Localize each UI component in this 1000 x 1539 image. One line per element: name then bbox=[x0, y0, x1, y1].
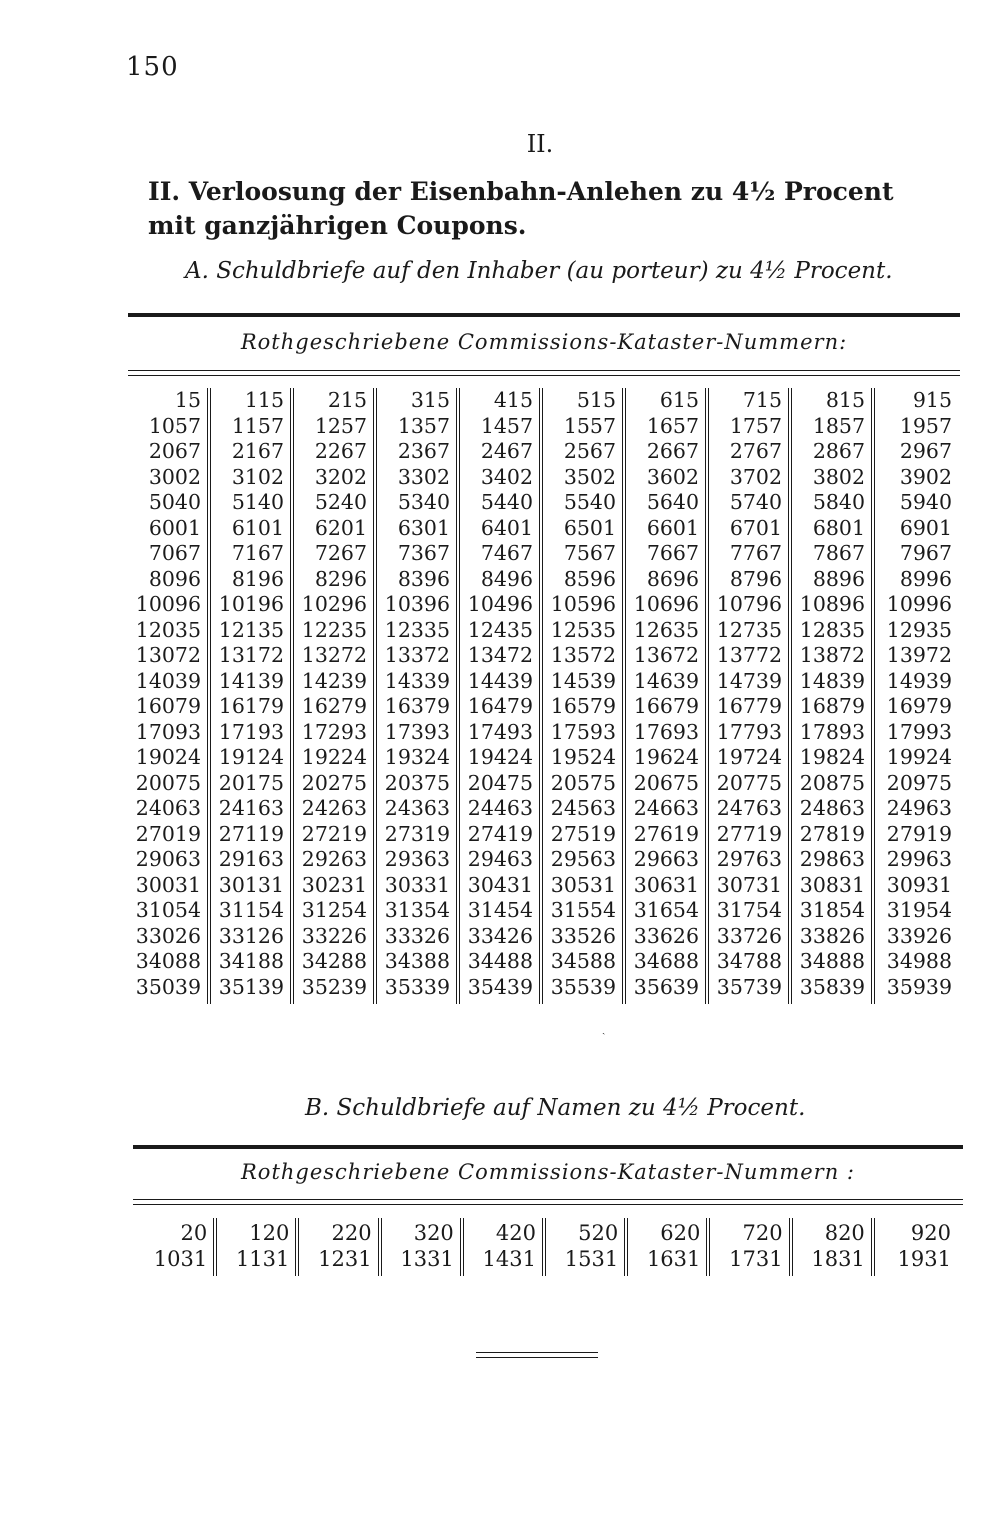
part-a-cell: 24863 bbox=[799, 796, 865, 820]
part-a-cell: 1457 bbox=[480, 413, 533, 438]
part-a-cell: 20475 bbox=[467, 770, 533, 795]
part-a-cell: 33426 bbox=[467, 923, 533, 948]
part-a-cell: 24463 bbox=[467, 796, 533, 820]
part-a-cell: 29063 bbox=[135, 847, 201, 871]
part-b-column bbox=[299, 1218, 381, 1276]
part-a-cell: 30331 bbox=[384, 872, 450, 897]
part-a-cell: 7767 bbox=[729, 541, 782, 565]
part-b-header-rule-1 bbox=[133, 1199, 963, 1200]
part-a-cell: 6301 bbox=[397, 515, 450, 540]
part-a-cell: 1857 bbox=[812, 413, 865, 438]
part-a-cell: 1157 bbox=[231, 413, 284, 438]
part-b-column bbox=[135, 1218, 217, 1276]
part-a-cell: 29963 bbox=[886, 847, 952, 871]
part-b-column bbox=[628, 1218, 710, 1276]
part-a-cell: 30731 bbox=[716, 872, 782, 897]
part-a-cell: 29663 bbox=[633, 847, 699, 871]
part-b-cell: 1431 bbox=[482, 1247, 536, 1271]
part-a-cell: 30431 bbox=[467, 872, 533, 897]
part-a-cell: 35539 bbox=[550, 974, 616, 999]
part-a-cell: 20975 bbox=[886, 770, 952, 795]
part-a-cell: 13172 bbox=[218, 643, 284, 667]
part-a-cell: 615 bbox=[659, 388, 699, 412]
part-a-cell: 27019 bbox=[135, 821, 201, 846]
part-a-cell: 415 bbox=[493, 388, 533, 412]
part-a-cell: 3902 bbox=[899, 464, 952, 489]
part-a-cell: 31154 bbox=[218, 898, 284, 922]
part-a-cell: 35339 bbox=[384, 974, 450, 999]
part-a-cell: 16079 bbox=[135, 694, 201, 718]
part-a-cell: 2167 bbox=[231, 439, 284, 463]
part-a-cell: 5440 bbox=[480, 490, 533, 514]
part-b-column bbox=[875, 1218, 957, 1276]
part-a-cell: 34288 bbox=[301, 949, 367, 973]
part-a-cell: 1557 bbox=[563, 413, 616, 438]
part-a-cell: 14739 bbox=[716, 668, 782, 693]
part-a-cell: 35939 bbox=[886, 974, 952, 999]
part-a-cell: 3402 bbox=[480, 464, 533, 489]
part-a-cell: 13572 bbox=[550, 643, 616, 667]
part-a-cell: 5740 bbox=[729, 490, 782, 514]
part-a-cell: 17793 bbox=[716, 719, 782, 744]
part-a-cell: 2967 bbox=[899, 439, 952, 463]
part-a-cell: 34088 bbox=[135, 949, 201, 973]
part-a-cell: 29463 bbox=[467, 847, 533, 871]
part-a-cell: 5840 bbox=[812, 490, 865, 514]
part-a-cell: 115 bbox=[244, 388, 284, 412]
closing-rule-2 bbox=[476, 1357, 598, 1358]
part-a-cell: 16579 bbox=[550, 694, 616, 718]
part-b-top-rule bbox=[133, 1145, 963, 1149]
part-a-cell: 7367 bbox=[397, 541, 450, 565]
part-a-cell: 17993 bbox=[886, 719, 952, 744]
part-a-cell: 12835 bbox=[799, 617, 865, 642]
part-a-cell: 215 bbox=[327, 388, 367, 412]
part-a-cell: 29263 bbox=[301, 847, 367, 871]
part-a-cell: 13472 bbox=[467, 643, 533, 667]
part-a-cell: 5940 bbox=[899, 490, 952, 514]
part-a-cell: 27519 bbox=[550, 821, 616, 846]
part-a-cell: 19824 bbox=[799, 745, 865, 769]
part-a-cell: 24163 bbox=[218, 796, 284, 820]
part-a-column bbox=[460, 388, 543, 1004]
part-a-cell: 24963 bbox=[886, 796, 952, 820]
part-a-cell: 17393 bbox=[384, 719, 450, 744]
part-a-cell: 16179 bbox=[218, 694, 284, 718]
part-a-cell: 8496 bbox=[480, 566, 533, 591]
part-a-cell: 3202 bbox=[314, 464, 367, 489]
part-a-cell: 815 bbox=[825, 388, 865, 412]
part-a-cell: 10796 bbox=[716, 592, 782, 616]
part-a-cell: 19924 bbox=[886, 745, 952, 769]
part-a-cell: 27119 bbox=[218, 821, 284, 846]
part-a-cell: 35139 bbox=[218, 974, 284, 999]
part-a-cell: 1957 bbox=[899, 413, 952, 438]
part-a-cell: 33026 bbox=[135, 923, 201, 948]
part-a-cell: 12535 bbox=[550, 617, 616, 642]
part-b-column bbox=[710, 1218, 792, 1276]
part-a-cell: 13972 bbox=[886, 643, 952, 667]
part-a-cell: 27719 bbox=[716, 821, 782, 846]
part-a-cell: 515 bbox=[576, 388, 616, 412]
part-a-cell: 1757 bbox=[729, 413, 782, 438]
part-a-cell: 17493 bbox=[467, 719, 533, 744]
part-a-cell: 1257 bbox=[314, 413, 367, 438]
part-a-cell: 12135 bbox=[218, 617, 284, 642]
part-a-cell: 31254 bbox=[301, 898, 367, 922]
part-a-cell: 30831 bbox=[799, 872, 865, 897]
part-a-cell: 6801 bbox=[812, 515, 865, 540]
part-a-cell: 6101 bbox=[231, 515, 284, 540]
part-a-cell: 2367 bbox=[397, 439, 450, 463]
part-a-cell: 7467 bbox=[480, 541, 533, 565]
part-a-cell: 33726 bbox=[716, 923, 782, 948]
part-a-cell: 2667 bbox=[646, 439, 699, 463]
part-a-cell: 19524 bbox=[550, 745, 616, 769]
part-b-cell: 520 bbox=[578, 1221, 619, 1245]
part-a-cell: 1057 bbox=[148, 413, 201, 438]
part-a-header-rule-1 bbox=[128, 370, 960, 371]
part-a-cell: 35739 bbox=[716, 974, 782, 999]
part-a-cell: 2567 bbox=[563, 439, 616, 463]
part-b-cell: 1731 bbox=[729, 1247, 783, 1271]
part-b-cell: 120 bbox=[249, 1221, 290, 1245]
part-b-cell: 820 bbox=[824, 1221, 865, 1245]
part-a-cell: 5240 bbox=[314, 490, 367, 514]
part-a-cell: 34388 bbox=[384, 949, 450, 973]
part-a-cell: 915 bbox=[912, 388, 952, 412]
part-a-cell: 10296 bbox=[301, 592, 367, 616]
part-b-cell: 1831 bbox=[811, 1247, 865, 1271]
part-a-cell: 8396 bbox=[397, 566, 450, 591]
part-a-cell: 14439 bbox=[467, 668, 533, 693]
part-a-cell: 8096 bbox=[148, 566, 201, 591]
part-a-cell: 17093 bbox=[135, 719, 201, 744]
part-b-column bbox=[464, 1218, 546, 1276]
part-a-cell: 30131 bbox=[218, 872, 284, 897]
part-a-cell: 8896 bbox=[812, 566, 865, 591]
part-a-cell: 12035 bbox=[135, 617, 201, 642]
part-a-cell: 6601 bbox=[646, 515, 699, 540]
part-a-cell: 35239 bbox=[301, 974, 367, 999]
part-a-cell: 20275 bbox=[301, 770, 367, 795]
part-a-cell: 12735 bbox=[716, 617, 782, 642]
part-a-cell: 30031 bbox=[135, 872, 201, 897]
part-a-cell: 19624 bbox=[633, 745, 699, 769]
part-a-cell: 16779 bbox=[716, 694, 782, 718]
part-a-cell: 2767 bbox=[729, 439, 782, 463]
part-a-cell: 12235 bbox=[301, 617, 367, 642]
closing-rule-1 bbox=[476, 1352, 598, 1353]
part-a-cell: 12335 bbox=[384, 617, 450, 642]
part-a-cell: 1357 bbox=[397, 413, 450, 438]
part-b-column bbox=[793, 1218, 875, 1276]
part-a-cell: 10696 bbox=[633, 592, 699, 616]
part-a-cell: 3302 bbox=[397, 464, 450, 489]
part-a-cell: 24063 bbox=[135, 796, 201, 820]
part-a-cell: 31654 bbox=[633, 898, 699, 922]
part-a-cell: 5340 bbox=[397, 490, 450, 514]
part-a-column bbox=[294, 388, 377, 1004]
part-a-cell: 10896 bbox=[799, 592, 865, 616]
part-a-cell: 20775 bbox=[716, 770, 782, 795]
part-b-cell: 720 bbox=[742, 1221, 783, 1245]
part-a-cell: 16379 bbox=[384, 694, 450, 718]
part-a-cell: 13872 bbox=[799, 643, 865, 667]
part-b-column-header: Rothgeschriebene Commissions-Kataster-Nummern : bbox=[240, 1160, 855, 1184]
part-a-column-header: Rothgeschriebene Commissions-Kataster-Nummern: bbox=[240, 330, 848, 354]
part-a-cell: 14539 bbox=[550, 668, 616, 693]
part-b-table bbox=[135, 1218, 957, 1276]
part-a-cell: 20675 bbox=[633, 770, 699, 795]
part-a-cell: 30631 bbox=[633, 872, 699, 897]
part-b-title: B. Schuldbriefe auf Namen zu 4½ Procent. bbox=[305, 1095, 806, 1121]
part-a-cell: 3802 bbox=[812, 464, 865, 489]
part-a-cell: 24263 bbox=[301, 796, 367, 820]
part-a-cell: 6401 bbox=[480, 515, 533, 540]
part-a-cell: 24763 bbox=[716, 796, 782, 820]
part-a-header-rule-2 bbox=[128, 375, 960, 376]
part-b-cell: 1531 bbox=[564, 1247, 619, 1271]
part-a-cell: 6901 bbox=[899, 515, 952, 540]
part-a-cell: 3702 bbox=[729, 464, 782, 489]
part-b-column bbox=[217, 1218, 299, 1276]
part-a-cell: 35039 bbox=[135, 974, 201, 999]
part-a-cell: 7567 bbox=[563, 541, 616, 565]
part-a-column bbox=[709, 388, 792, 1004]
part-a-cell: 33126 bbox=[218, 923, 284, 948]
part-a-cell: 13772 bbox=[716, 643, 782, 667]
part-a-cell: 24663 bbox=[633, 796, 699, 820]
part-a-cell: 19024 bbox=[135, 745, 201, 769]
part-b-cell: 420 bbox=[495, 1221, 536, 1245]
part-a-cell: 33326 bbox=[384, 923, 450, 948]
stray-mark: ˎ bbox=[602, 1024, 606, 1035]
part-a-cell: 3502 bbox=[563, 464, 616, 489]
part-a-cell: 14239 bbox=[301, 668, 367, 693]
page-number: 150 bbox=[126, 52, 179, 82]
part-a-cell: 715 bbox=[742, 388, 782, 412]
part-a-cell: 24363 bbox=[384, 796, 450, 820]
part-b-cell: 1331 bbox=[400, 1247, 454, 1271]
part-a-cell: 34988 bbox=[886, 949, 952, 973]
part-a-cell: 31554 bbox=[550, 898, 616, 922]
part-a-cell: 29163 bbox=[218, 847, 284, 871]
part-a-cell: 34788 bbox=[716, 949, 782, 973]
part-a-cell: 8796 bbox=[729, 566, 782, 591]
part-a-cell: 6701 bbox=[729, 515, 782, 540]
part-a-cell: 7867 bbox=[812, 541, 865, 565]
part-a-cell: 31054 bbox=[135, 898, 201, 922]
part-a-cell: 27919 bbox=[886, 821, 952, 846]
part-b-cell: 620 bbox=[660, 1221, 701, 1245]
part-b-cell: 1131 bbox=[235, 1247, 290, 1271]
part-a-cell: 10596 bbox=[550, 592, 616, 616]
part-a-cell: 3002 bbox=[148, 464, 201, 489]
part-a-cell: 14139 bbox=[218, 668, 284, 693]
part-a-cell: 20175 bbox=[218, 770, 284, 795]
part-a-cell: 3102 bbox=[231, 464, 284, 489]
part-a-cell: 7067 bbox=[148, 541, 201, 565]
part-b-cell: 1031 bbox=[153, 1247, 208, 1271]
part-a-cell: 3602 bbox=[646, 464, 699, 489]
part-a-cell: 8696 bbox=[646, 566, 699, 591]
part-a-column bbox=[875, 388, 958, 1004]
part-a-cell: 19424 bbox=[467, 745, 533, 769]
part-a-cell: 8596 bbox=[563, 566, 616, 591]
part-a-cell: 34188 bbox=[218, 949, 284, 973]
part-a-cell: 31754 bbox=[716, 898, 782, 922]
part-a-cell: 20075 bbox=[135, 770, 201, 795]
part-a-cell: 8196 bbox=[231, 566, 284, 591]
part-a-cell: 16679 bbox=[633, 694, 699, 718]
part-a-cell: 17693 bbox=[633, 719, 699, 744]
part-a-cell: 24563 bbox=[550, 796, 616, 820]
part-a-cell: 5540 bbox=[563, 490, 616, 514]
part-a-cell: 20875 bbox=[799, 770, 865, 795]
part-a-cell: 10996 bbox=[886, 592, 952, 616]
part-a-cell: 34688 bbox=[633, 949, 699, 973]
part-a-cell: 16879 bbox=[799, 694, 865, 718]
part-b-cell: 20 bbox=[180, 1221, 208, 1245]
part-a-cell: 1657 bbox=[646, 413, 699, 438]
part-a-cell: 7267 bbox=[314, 541, 367, 565]
part-a-cell: 315 bbox=[410, 388, 450, 412]
part-a-cell: 16479 bbox=[467, 694, 533, 718]
part-a-cell: 10396 bbox=[384, 592, 450, 616]
part-a-cell: 7667 bbox=[646, 541, 699, 565]
part-a-column bbox=[377, 388, 460, 1004]
section-title: II. Verloosung der Eisenbahn-Anlehen zu 4½ Procent mit ganzjährigen Coupons. bbox=[148, 177, 894, 240]
part-a-cell: 6001 bbox=[148, 515, 201, 540]
part-a-cell: 27219 bbox=[301, 821, 367, 846]
part-a-cell: 14839 bbox=[799, 668, 865, 693]
part-a-cell: 13272 bbox=[301, 643, 367, 667]
part-a-cell: 30231 bbox=[301, 872, 367, 897]
part-a-cell: 2467 bbox=[480, 439, 533, 463]
part-a-cell: 2067 bbox=[148, 439, 201, 463]
part-a-cell: 10096 bbox=[135, 592, 201, 616]
part-a-cell: 5040 bbox=[148, 490, 201, 514]
part-a-cell: 16279 bbox=[301, 694, 367, 718]
part-a-cell: 8996 bbox=[899, 566, 952, 591]
part-a-column bbox=[128, 388, 211, 1004]
part-a-cell: 34488 bbox=[467, 949, 533, 973]
part-a-cell: 29763 bbox=[716, 847, 782, 871]
part-a-cell: 29563 bbox=[550, 847, 616, 871]
part-a-cell: 29363 bbox=[384, 847, 450, 871]
part-a-cell: 2267 bbox=[314, 439, 367, 463]
part-a-cell: 17893 bbox=[799, 719, 865, 744]
part-a-cell: 6501 bbox=[563, 515, 616, 540]
part-b-cell: 1931 bbox=[897, 1247, 951, 1271]
part-a-cell: 16979 bbox=[886, 694, 952, 718]
part-a-cell: 33826 bbox=[799, 923, 865, 948]
part-a-cell: 31354 bbox=[384, 898, 450, 922]
part-b-cell: 1231 bbox=[318, 1247, 372, 1271]
part-a-cell: 33626 bbox=[633, 923, 699, 948]
part-a-cell: 12935 bbox=[886, 617, 952, 642]
part-a-title: A. Schuldbriefe auf den Inhaber (au porteur) zu 4½ Procent. bbox=[185, 258, 893, 284]
part-a-cell: 29863 bbox=[799, 847, 865, 871]
part-a-cell: 15 bbox=[174, 388, 201, 412]
part-a-cell: 27619 bbox=[633, 821, 699, 846]
section-numeral: II. bbox=[526, 130, 554, 158]
part-a-cell: 33926 bbox=[886, 923, 952, 948]
part-a-cell: 19724 bbox=[716, 745, 782, 769]
part-a-cell: 30931 bbox=[886, 872, 952, 897]
part-b-cell: 320 bbox=[413, 1221, 454, 1245]
part-a-cell: 35839 bbox=[799, 974, 865, 999]
part-a-top-rule bbox=[128, 313, 960, 317]
part-a-cell: 14339 bbox=[384, 668, 450, 693]
part-a-cell: 31954 bbox=[886, 898, 952, 922]
part-a-cell: 17193 bbox=[218, 719, 284, 744]
part-a-cell: 33226 bbox=[301, 923, 367, 948]
part-a-cell: 13072 bbox=[135, 643, 201, 667]
part-a-cell: 17293 bbox=[301, 719, 367, 744]
part-a-cell: 13372 bbox=[384, 643, 450, 667]
part-a-cell: 6201 bbox=[314, 515, 367, 540]
part-a-cell: 7967 bbox=[899, 541, 952, 565]
part-b-header-rule-2 bbox=[133, 1204, 963, 1205]
part-a-column bbox=[211, 388, 294, 1004]
part-a-cell: 27419 bbox=[467, 821, 533, 846]
part-a-cell: 7167 bbox=[231, 541, 284, 565]
part-a-cell: 20575 bbox=[550, 770, 616, 795]
part-a-cell: 8296 bbox=[314, 566, 367, 591]
part-a-cell: 33526 bbox=[550, 923, 616, 948]
part-a-cell: 35439 bbox=[467, 974, 533, 999]
part-b-cell: 1631 bbox=[646, 1247, 701, 1271]
part-a-cell: 14639 bbox=[633, 668, 699, 693]
part-a-cell: 31854 bbox=[799, 898, 865, 922]
part-a-cell: 30531 bbox=[550, 872, 616, 897]
part-a-cell: 14039 bbox=[135, 668, 201, 693]
part-a-cell: 10196 bbox=[218, 592, 284, 616]
part-a-cell: 35639 bbox=[633, 974, 699, 999]
part-a-cell: 13672 bbox=[633, 643, 699, 667]
part-a-cell: 19224 bbox=[301, 745, 367, 769]
part-b-column bbox=[546, 1218, 628, 1276]
part-a-cell: 34888 bbox=[799, 949, 865, 973]
part-a-cell: 12435 bbox=[467, 617, 533, 642]
part-a-cell: 5140 bbox=[231, 490, 284, 514]
part-a-cell: 31454 bbox=[467, 898, 533, 922]
part-b-cell: 920 bbox=[910, 1221, 951, 1245]
part-a-column bbox=[626, 388, 709, 1004]
part-a-cell: 2867 bbox=[812, 439, 865, 463]
part-a-cell: 27319 bbox=[384, 821, 450, 846]
part-a-cell: 5640 bbox=[646, 490, 699, 514]
part-a-cell: 17593 bbox=[550, 719, 616, 744]
part-a-column bbox=[792, 388, 875, 1004]
part-a-column bbox=[543, 388, 626, 1004]
part-b-cell: 220 bbox=[331, 1221, 372, 1245]
part-a-cell: 14939 bbox=[886, 668, 952, 693]
part-a-cell: 19324 bbox=[384, 745, 450, 769]
part-b-column bbox=[382, 1218, 464, 1276]
part-a-table bbox=[128, 388, 958, 1004]
part-a-cell: 19124 bbox=[218, 745, 284, 769]
part-a-cell: 20375 bbox=[384, 770, 450, 795]
part-a-cell: 12635 bbox=[633, 617, 699, 642]
part-a-cell: 27819 bbox=[799, 821, 865, 846]
part-a-cell: 10496 bbox=[467, 592, 533, 616]
part-a-cell: 34588 bbox=[550, 949, 616, 973]
